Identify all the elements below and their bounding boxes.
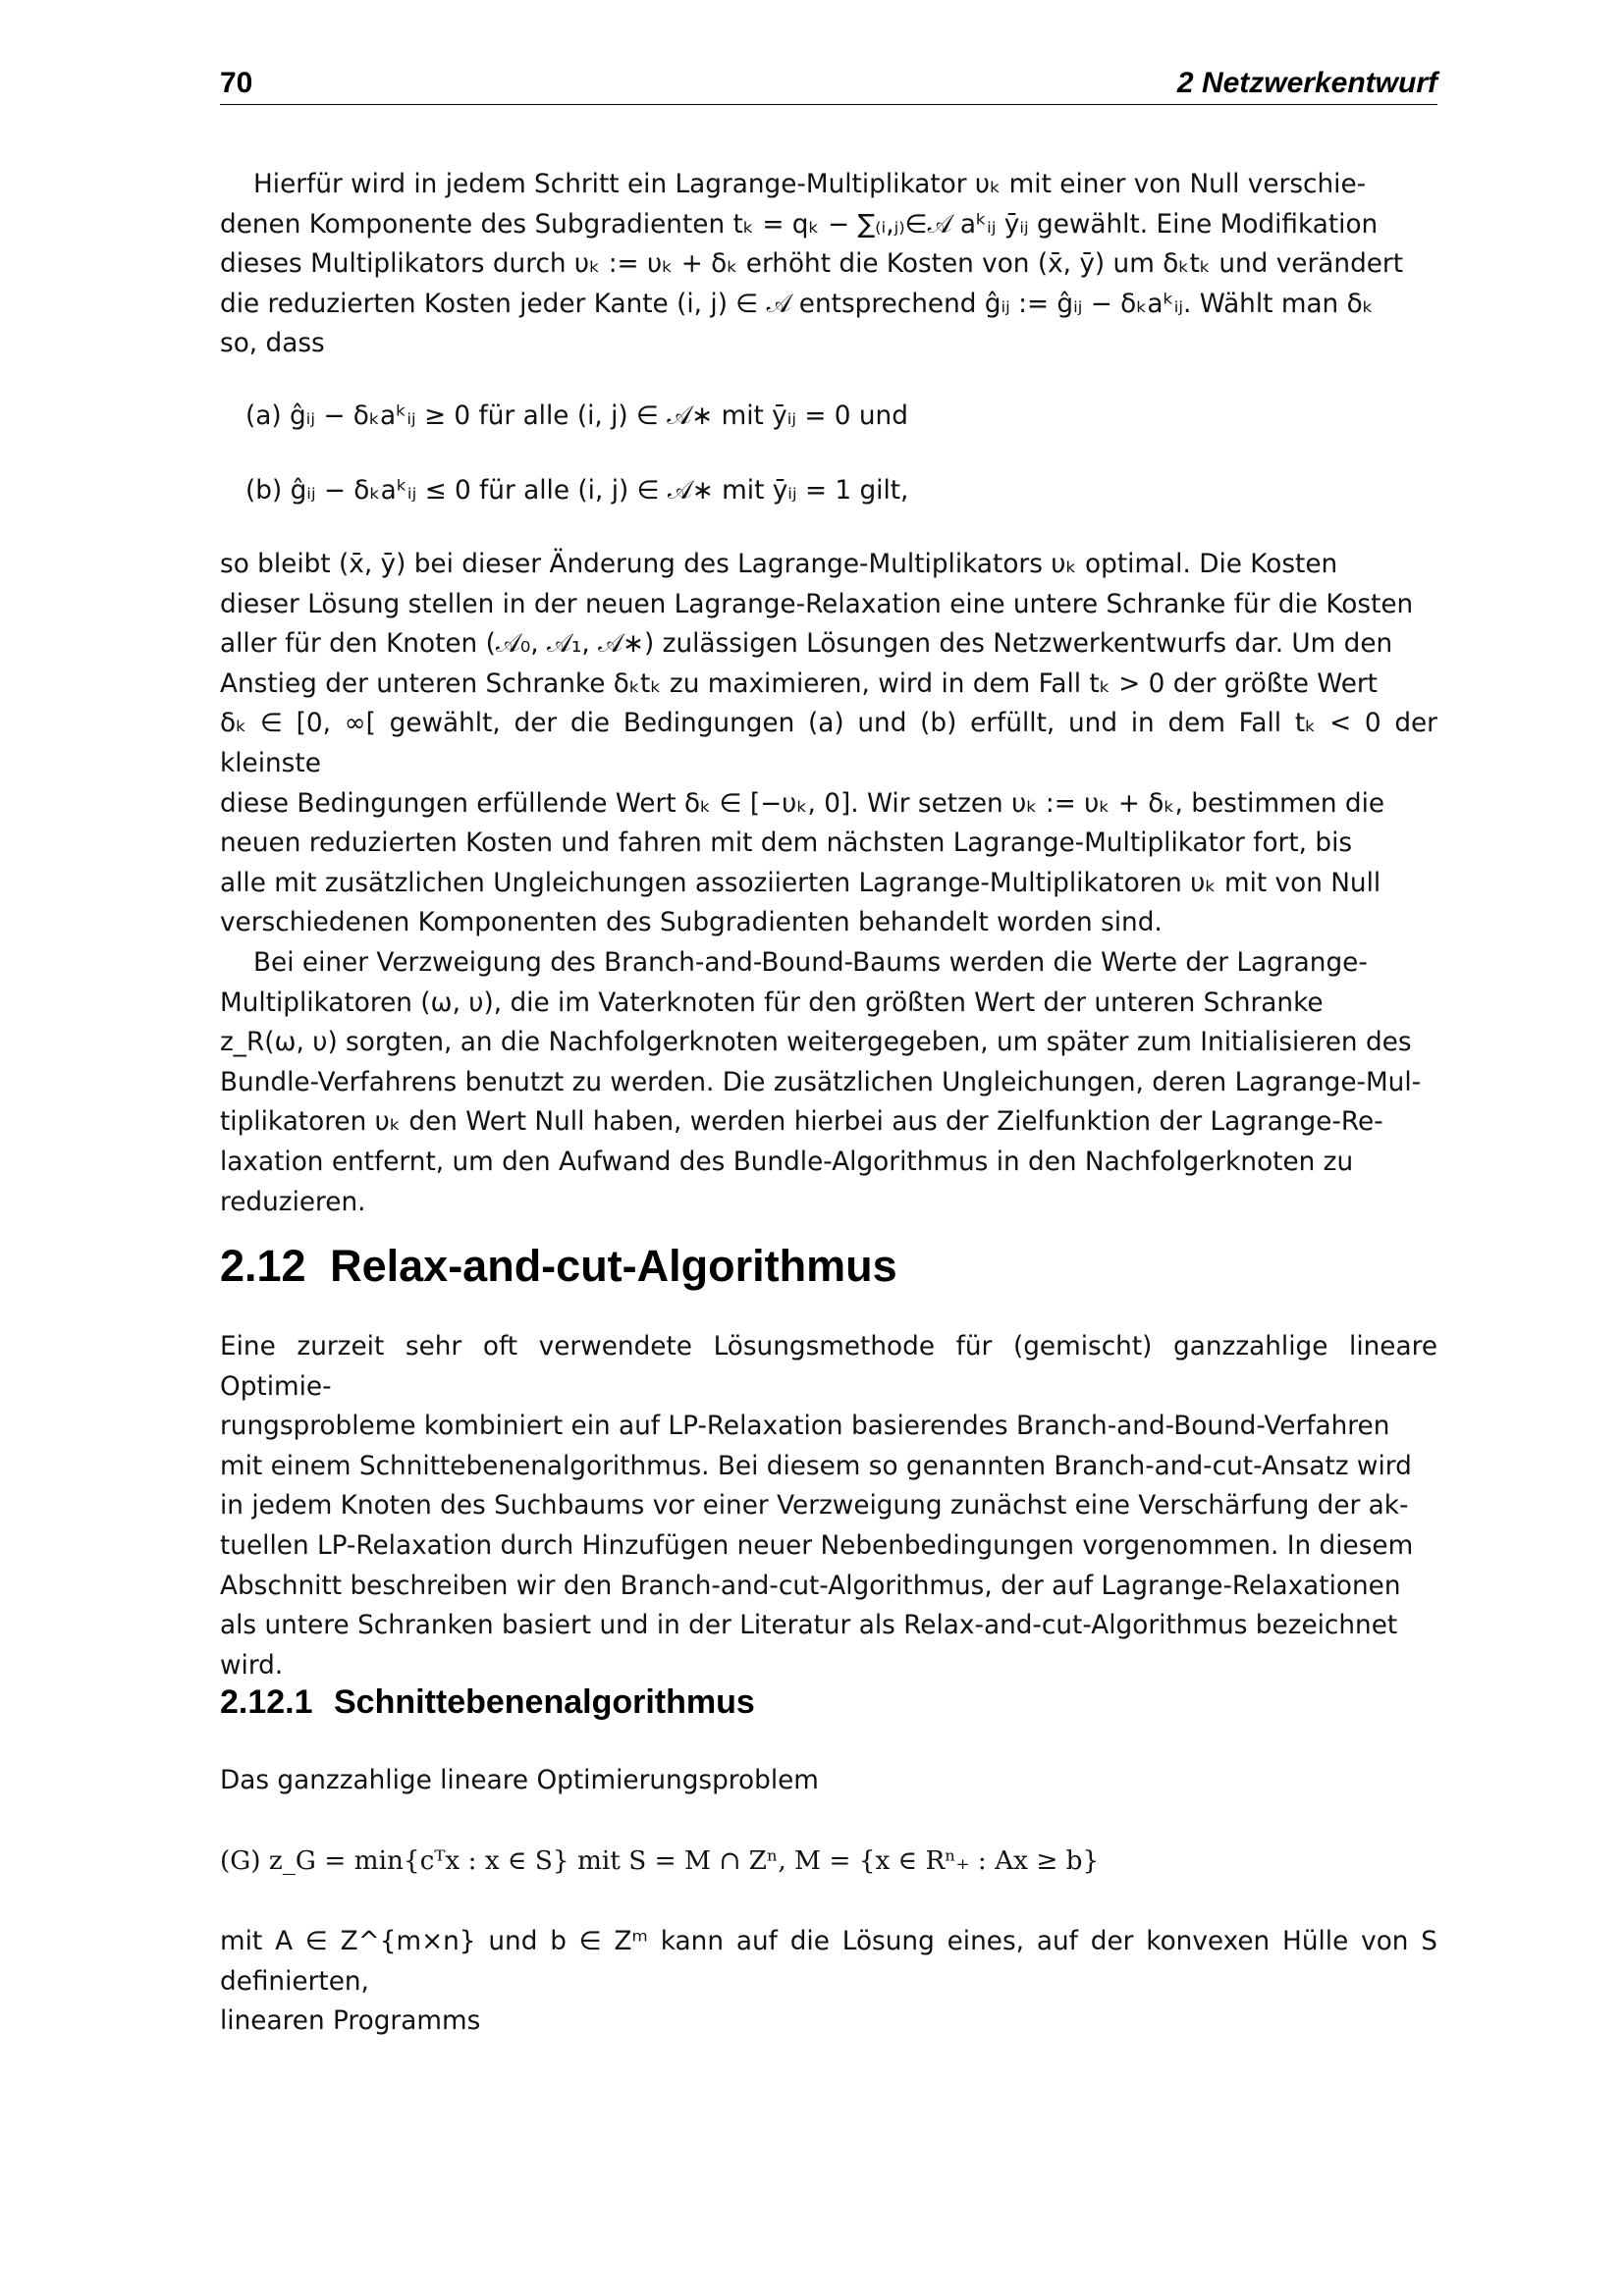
condition-b: (b) ĝᵢⱼ − δₖaᵏᵢⱼ ≤ 0 für alle (i, j) ∈ 𝒜∗ mit ȳᵢⱼ = 1 gilt,: [245, 476, 909, 506]
subsection-title: Schnittebenenalgorithmus: [333, 1683, 755, 1721]
p1-line-1: Hierfür wird in jedem Schritt ein Lagrange-Multiplikator υₖ mit einer von Null verschie-: [253, 170, 1367, 199]
p2-line-6: diese Bedingungen erfüllende Wert δₖ ∈ [−υₖ, 0]. Wir setzen υₖ := υₖ + δₖ, bestimmen die: [220, 788, 1385, 819]
section-title: Relax-and-cut-Algorithmus: [330, 1241, 897, 1291]
section-number: 2.12: [220, 1241, 306, 1291]
p1-line-5: so, dass: [220, 329, 325, 359]
chapter-title: 2 Netzwerkentwurf: [1176, 67, 1437, 99]
p2-line-8: alle mit zusätzlichen Ungleichungen assoziierten Lagrange-Multiplikatoren υₖ mit von Null: [220, 868, 1381, 898]
running-header: [220, 65, 1437, 105]
p2-line-2: dieser Lösung stellen in der neuen Lagrange-Relaxation eine untere Schranke für die Kosten: [220, 589, 1414, 619]
subsection-heading: [220, 1681, 755, 1724]
p5-line-2: linearen Programms: [220, 2006, 481, 2037]
p1-line-2: denen Komponente des Subgradienten tₖ = qₖ − ∑₍ᵢ,ⱼ₎∈𝒜 aᵏᵢⱼ ȳᵢⱼ gewählt. Eine Modifikation: [220, 209, 1379, 240]
p2-line-1: so bleibt (x̄, ȳ) bei dieser Änderung des Lagrange-Multiplikators υₖ optimal. Die Kosten: [220, 550, 1338, 579]
subsection-number: 2.12.1: [220, 1683, 313, 1721]
p3-line-1: Bei einer Verzweigung des Branch-and-Bound-Baums werden die Werte der Lagrange-: [253, 947, 1368, 978]
p4-line-3: mit einem Schnittebenenalgorithmus. Bei diesem so genannten Branch-and-cut-Ansatz wird: [220, 1451, 1412, 1481]
p2-line-4: Anstieg der unteren Schranke δₖtₖ zu maximieren, wird in dem Fall tₖ > 0 der größte Wert: [220, 668, 1378, 699]
paragraph-4: [220, 1327, 1437, 1685]
p3-line-6: laxation entfernt, um den Aufwand des Bundle-Algorithmus in den Nachfolgerknoten zu: [220, 1147, 1354, 1177]
p2-line-7: neuen reduzierten Kosten und fahren mit dem nächsten Lagrange-Multiplikator fort, bis: [220, 828, 1353, 859]
p2-line-5: δₖ ∈ [0, ∞[ gewählt, der die Bedingungen (a) und (b) erfüllt, und in dem Fall tₖ < 0 der kleinste: [220, 709, 1437, 778]
p4-line-1: Eine zurzeit sehr oft verwendete Lösungsmethode für (gemischt) ganzzahlige lineare Optimie-: [220, 1332, 1437, 1402]
p4-line-4: in jedem Knoten des Suchbaums vor einer Verzweigung zunächst eine Verschärfung der ak-: [220, 1491, 1409, 1522]
p5-intro: Das ganzzahlige lineare Optimierungsproblem: [220, 1766, 819, 1795]
p1-line-4: die reduzierten Kosten jeder Kante (i, j) ∈ 𝒜 entsprechend ĝᵢⱼ := ĝᵢⱼ − δₖaᵏᵢⱼ. Wählt man δₖ: [220, 289, 1374, 319]
p3-line-2: Multiplikatoren (ω, υ), die im Vaterknoten für den größten Wert der unteren Schranke: [220, 988, 1324, 1018]
p3-line-3: z_R(ω, υ) sorgten, an die Nachfolgerknoten weitergegeben, um später zum Initialisieren des: [220, 1028, 1412, 1058]
p4-line-2: rungsprobleme kombiniert ein auf LP-Relaxation basierendes Branch-and-Bound-Verfahren: [220, 1412, 1390, 1442]
p3-line-7: reduzieren.: [220, 1187, 366, 1217]
p4-line-8: wird.: [220, 1650, 284, 1681]
p4-line-5: tuellen LP-Relaxation durch Hinzufügen neuer Nebenbedingungen vorgenommen. In diesem: [220, 1530, 1414, 1561]
section-heading: [220, 1239, 897, 1294]
p2-line-3: aller für den Knoten (𝒜₀, 𝒜₁, 𝒜∗) zulässigen Lösungen des Netzwerkentwurfs dar. Um den: [220, 629, 1393, 660]
condition-a: (a) ĝᵢⱼ − δₖaᵏᵢⱼ ≥ 0 für alle (i, j) ∈ 𝒜∗ mit ȳᵢⱼ = 0 und: [245, 401, 908, 431]
p5-line-1: mit A ∈ Z^{m×n} und b ∈ Zᵐ kann auf die Lösung eines, auf der konvexen Hülle von S definierten,: [220, 1927, 1437, 1997]
paragraph-5: [220, 1922, 1437, 2042]
p3-line-5: tiplikatoren υₖ den Wert Null haben, werden hierbei aus der Zielfunktion der Lagrange-Re-: [220, 1107, 1383, 1138]
paragraph-1: [220, 165, 1437, 364]
page-number: 70: [220, 67, 253, 99]
problem-formula: (G) z_G = min{cᵀx : x ∈ S} mit S = M ∩ Zⁿ, M = {x ∈ Rⁿ₊ : Ax ≥ b}: [220, 1846, 1100, 1876]
paragraph-2: [220, 545, 1437, 1222]
p1-line-3: dieses Multiplikators durch υₖ := υₖ + δₖ erhöht die Kosten von (x̄, ȳ) um δₖtₖ und verändert: [220, 249, 1404, 280]
p4-line-6: Abschnitt beschreiben wir den Branch-and-cut-Algorithmus, der auf Lagrange-Relaxationen: [220, 1571, 1401, 1601]
p2-line-9: verschiedenen Komponenten des Subgradienten behandelt worden sind.: [220, 908, 1163, 938]
p3-line-4: Bundle-Verfahrens benutzt zu werden. Die zusätzlichen Ungleichungen, deren Lagrange-Mul-: [220, 1067, 1422, 1097]
p4-line-7: als untere Schranken basiert und in der Literatur als Relax-and-cut-Algorithmus bezeichnet: [220, 1611, 1398, 1641]
